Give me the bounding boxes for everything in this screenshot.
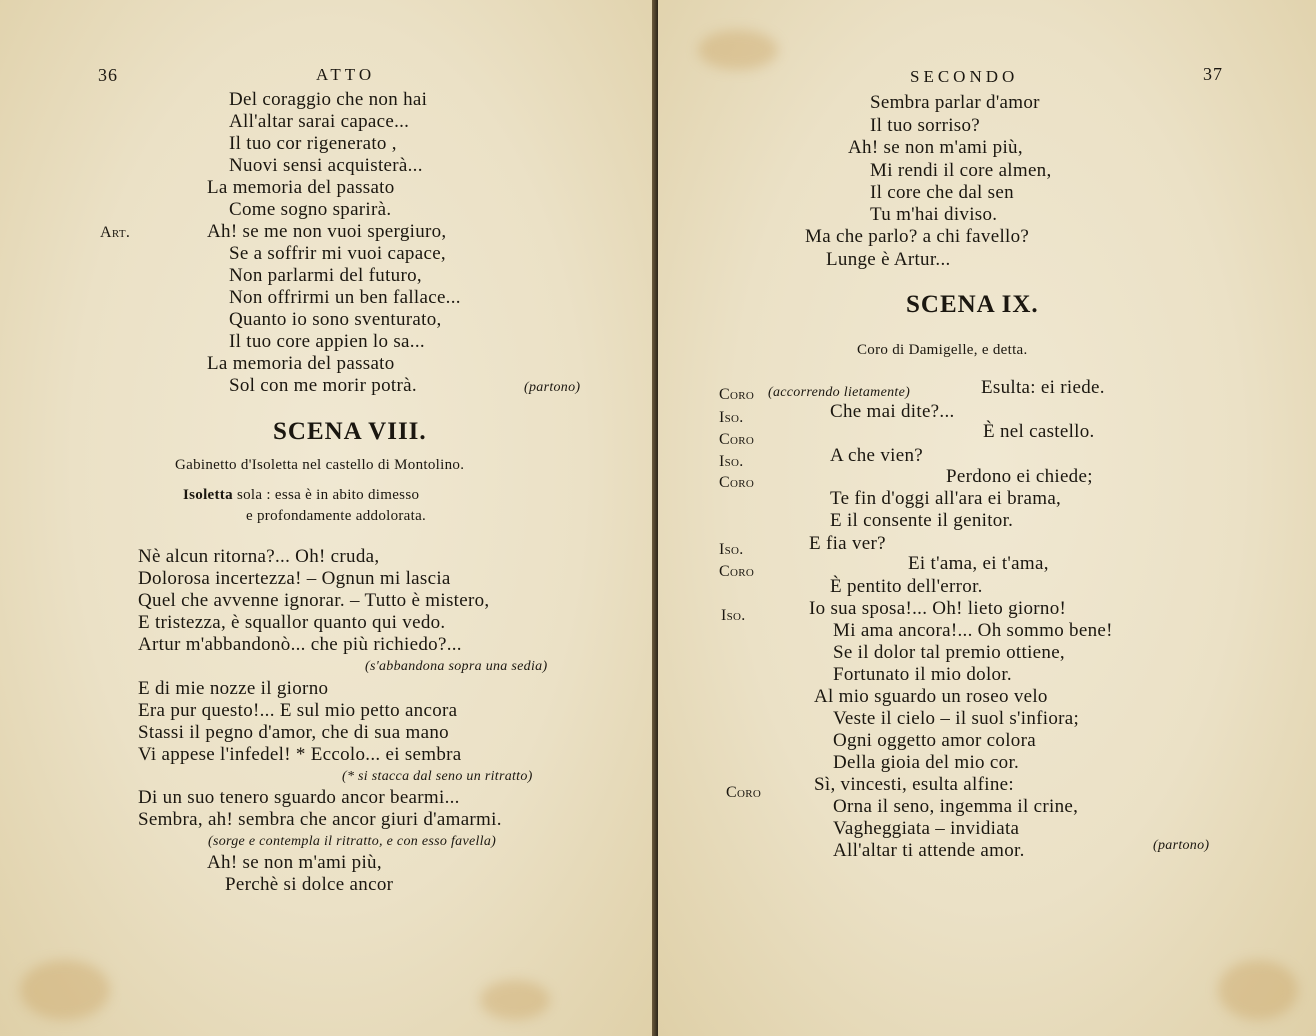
verse-line: La memoria del passato [207,353,395,374]
paper-stain [20,960,110,1020]
verse-line: Quanto io sono sventurato, [229,309,442,330]
verse-line: Il tuo cor rigenerato , [229,133,397,154]
speaker-label: Coro [726,784,762,801]
stage-direction: (* si stacca dal seno un ritratto) [342,769,533,784]
speaker-label: Coro [719,474,755,491]
verse-line: Se a soffrir mi vuoi capace, [229,243,446,264]
scene-title: SCENA IX. [906,291,1039,318]
verse-line: Artur m'abbandonò... che più richiedo?... [138,634,462,655]
character-name: Isoletta [183,487,233,503]
scene-setting: Coro di Damigelle, e detta. [857,342,1028,358]
verse-line: Ah! se me non vuoi spergiuro, [207,221,447,242]
verse-line: E di mie nozze il giorno [138,678,329,699]
stage-direction: (s'abbandona sopra una sedia) [365,659,548,674]
right-page [658,0,1316,1036]
verse-line: Quel che avvenne ignorar. – Tutto è mistero, [138,590,490,611]
paper-stain [698,30,778,70]
dialogue-line: Io sua sposa!... Oh! lieto giorno! [809,598,1067,619]
verse-line: Ah! se non m'ami più, [848,137,1023,158]
verse-line: Del coraggio che non hai [229,89,428,110]
dialogue-line: Mi ama ancora!... Oh sommo bene! [833,620,1113,641]
stage-direction: (accorrendo lietamente) [768,385,911,400]
dialogue-line: Perdono ei chiede; [946,466,1093,487]
verse-line: Il tuo sorriso? [870,115,981,136]
dialogue-line: Veste il cielo – il suol s'infiora; [833,708,1080,729]
verse-line: La memoria del passato [207,177,395,198]
dialogue-line: Orna il seno, ingemma il crine, [833,796,1079,817]
page-number: 37 [1203,64,1223,84]
running-header: ATTO [316,65,376,84]
dialogue-line: Vagheggiata – invidiata [833,818,1020,839]
dialogue-line: Al mio sguardo un roseo velo [814,686,1048,707]
paper-stain [1218,960,1298,1020]
dialogue-line: Che mai dite?... [830,401,955,422]
dialogue-line: E fia ver? [809,533,886,554]
stage-direction: (partono) [1153,838,1210,853]
dialogue-line: Ei t'ama, ei t'ama, [908,553,1049,574]
verse-line: Non parlarmi del futuro, [229,265,422,286]
speaker-label: Iso. [719,541,744,558]
speaker-label: Art. [100,224,131,241]
dialogue-line: Te fin d'oggi all'ara ei brama, [830,488,1062,509]
dialogue-line: Esulta: ei riede. [981,377,1105,398]
verse-line: Di un suo tenero sguardo ancor bearmi... [138,787,460,808]
dialogue-line: Fortunato il mio dolor. [833,664,1012,685]
character-description: Isoletta sola : essa è in abito dimesso [183,487,420,503]
verse-line: Ma che parlo? a chi favello? [805,226,1030,247]
verse-line: Sembra, ah! sembra che ancor giuri d'amarmi. [138,809,502,830]
verse-line: Il tuo core appien lo sa... [229,331,425,352]
speaker-label: Coro [719,563,755,580]
verse-line: Mi rendi il core almen, [870,160,1052,181]
stage-direction: (partono) [524,380,581,395]
dialogue-line: A che vien? [830,445,923,466]
dialogue-line: Sì, vincesti, esulta alfine: [814,774,1014,795]
dialogue-line: È nel castello. [983,421,1095,442]
speaker-label: Iso. [719,453,744,470]
verse-line: All'altar sarai capace... [229,111,410,132]
verse-line: Nuovi sensi acquisterà... [229,155,423,176]
dialogue-line: Ogni oggetto amor colora [833,730,1036,751]
verse-line: Stassi il pegno d'amor, che di sua mano [138,722,449,743]
dialogue-line: È pentito dell'error. [830,576,983,597]
verse-line: Dolorosa incertezza! – Ognun mi lascia [138,568,451,589]
speaker-label: Iso. [719,409,744,426]
verse-line: Ah! se non m'ami più, [207,852,382,873]
page-number: 36 [98,65,118,85]
dialogue-line: All'altar ti attende amor. [833,840,1025,861]
speaker-label: Coro [719,386,755,403]
stage-direction: (sorge e contempla il ritratto, e con esso favella) [208,834,497,849]
scene-title: SCENA VIII. [273,418,427,445]
dialogue-line: Della gioia del mio cor. [833,752,1020,773]
verse-line: Il core che dal sen [870,182,1014,203]
dialogue-line: Se il dolor tal premio ottiene, [833,642,1065,663]
verse-line: Tu m'hai diviso. [870,204,998,225]
verse-line: Era pur questo!... E sul mio petto ancora [138,700,458,721]
verse-line: Lunge è Artur... [826,249,951,270]
verse-line: Perchè si dolce ancor [225,874,394,895]
paper-stain [480,980,550,1020]
speaker-label: Iso. [721,607,746,624]
verse-line: Vi appese l'infedel! * Eccolo... ei sembra [138,744,462,765]
verse-line: E tristezza, è squallor quanto qui vedo. [138,612,446,633]
verse-line: Sembra parlar d'amor [870,92,1040,113]
character-description: e profondamente addolorata. [246,508,427,524]
verse-line: Come sogno sparirà. [229,199,392,220]
dialogue-line: E il consente il genitor. [830,510,1014,531]
scene-setting: Gabinetto d'Isoletta nel castello di Montolino. [175,457,465,473]
running-header: SECONDO [910,67,1019,86]
verse-line: Nè alcun ritorna?... Oh! cruda, [138,546,380,567]
verse-line: Sol con me morir potrà. [229,375,417,396]
speaker-label: Coro [719,431,755,448]
verse-line: Non offrirmi un ben fallace... [229,287,461,308]
